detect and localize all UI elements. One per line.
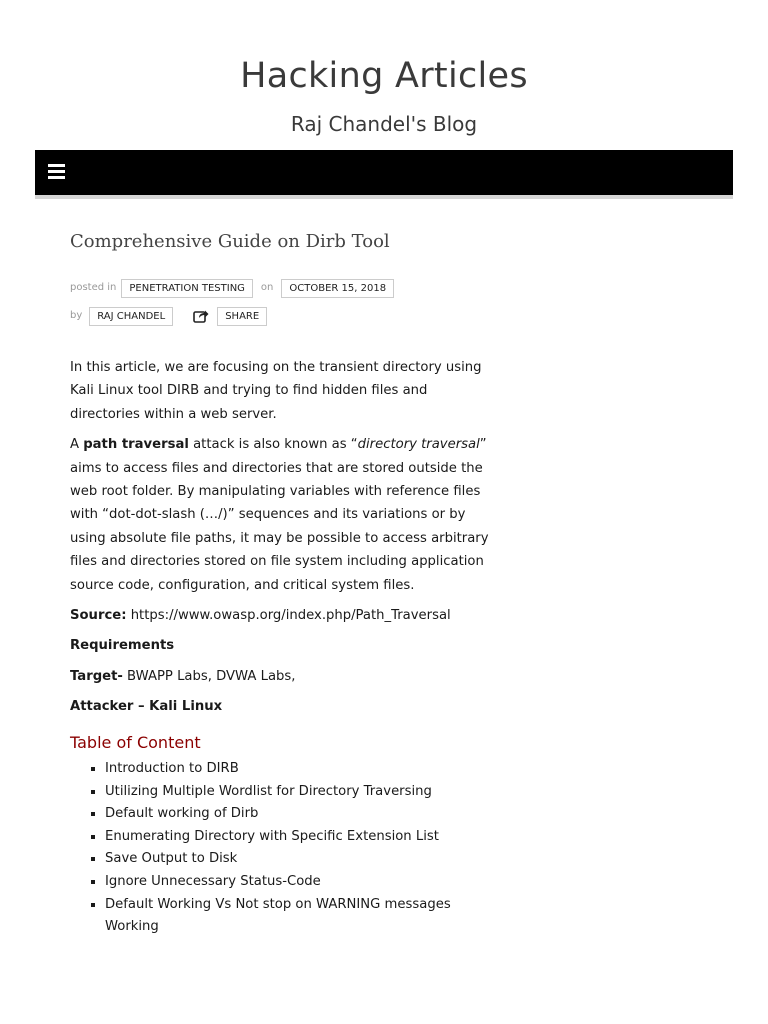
navbar <box>35 150 733 199</box>
on-label: on <box>260 282 274 293</box>
toc-heading: Table of Content <box>70 732 201 752</box>
meta-row-author <box>70 302 698 330</box>
requirements-heading: Requirements <box>70 638 175 654</box>
date-tag[interactable]: OCTOBER 15, 2018 <box>281 279 394 298</box>
target-label: Target- <box>70 668 123 684</box>
by-label: by <box>70 310 83 321</box>
path-traversal-term: path traversal <box>83 437 189 453</box>
source-url[interactable]: https://www.owasp.org/index.php/Path_Traversal <box>126 608 451 624</box>
site-tagline: Raj Chandel's Blog <box>290 112 478 136</box>
author-tag[interactable]: RAJ CHANDEL <box>89 307 173 326</box>
toc-item-1: ▪ Introduction to DIRB <box>105 758 505 781</box>
toc-item-3: ▪ Default working of Dirb <box>105 803 505 826</box>
toc-item-5: ▪ Save Output to Disk <box>105 848 505 871</box>
para-prefix: A <box>70 437 84 453</box>
source-line <box>70 604 490 627</box>
attacker-line: Attacker – Kali Linux <box>70 699 223 715</box>
hamburger-menu-icon[interactable] <box>48 164 65 182</box>
site-title[interactable]: Hacking Articles <box>240 56 528 96</box>
directory-traversal-term: directory traversal <box>357 437 480 453</box>
intro-paragraph: In this article, we are focusing on the transient directory using Kali Linux tool DIRB and trying to find hidden files and directories within a web server. <box>70 360 482 422</box>
post-content <box>0 231 768 939</box>
toc-item-2: ▪ Utilizing Multiple Wordlist for Directory Traversing <box>105 781 505 804</box>
para-mid: attack is also known as “ <box>188 437 358 453</box>
toc-item-6: ▪ Ignore Unnecessary Status-Code <box>105 871 505 894</box>
toc-list <box>70 758 505 939</box>
source-label: Source: <box>70 608 127 624</box>
site-header <box>0 0 768 136</box>
share-icon[interactable] <box>193 309 209 323</box>
toc-item-7: ▪ Default Working Vs Not stop on WARNING messages Working <box>105 894 505 939</box>
post-title[interactable]: Comprehensive Guide on Dirb Tool <box>70 231 390 252</box>
article-body <box>70 356 490 939</box>
posted-in-label: posted in <box>70 282 117 293</box>
category-tag[interactable]: PENETRATION TESTING <box>121 279 253 298</box>
meta-row-category <box>70 274 698 302</box>
target-value: BWAPP Labs, DVWA Labs, <box>122 668 296 684</box>
share-button[interactable]: SHARE <box>217 307 267 326</box>
para-rest: ” aims to access files and directories that are stored outside the web root folder. By manipulating variables with reference files with “dot-dot-slash (…/)” sequences and its variations or by using absolute file paths, it may be possible to access arbitrary files and directories stored on file system including application source code, configuration, and critical system files. <box>70 437 489 593</box>
target-line <box>70 665 490 688</box>
toc-item-4: ▪ Enumerating Directory with Specific Extension List <box>105 826 505 849</box>
path-traversal-paragraph <box>70 433 490 597</box>
post-meta <box>70 274 698 330</box>
